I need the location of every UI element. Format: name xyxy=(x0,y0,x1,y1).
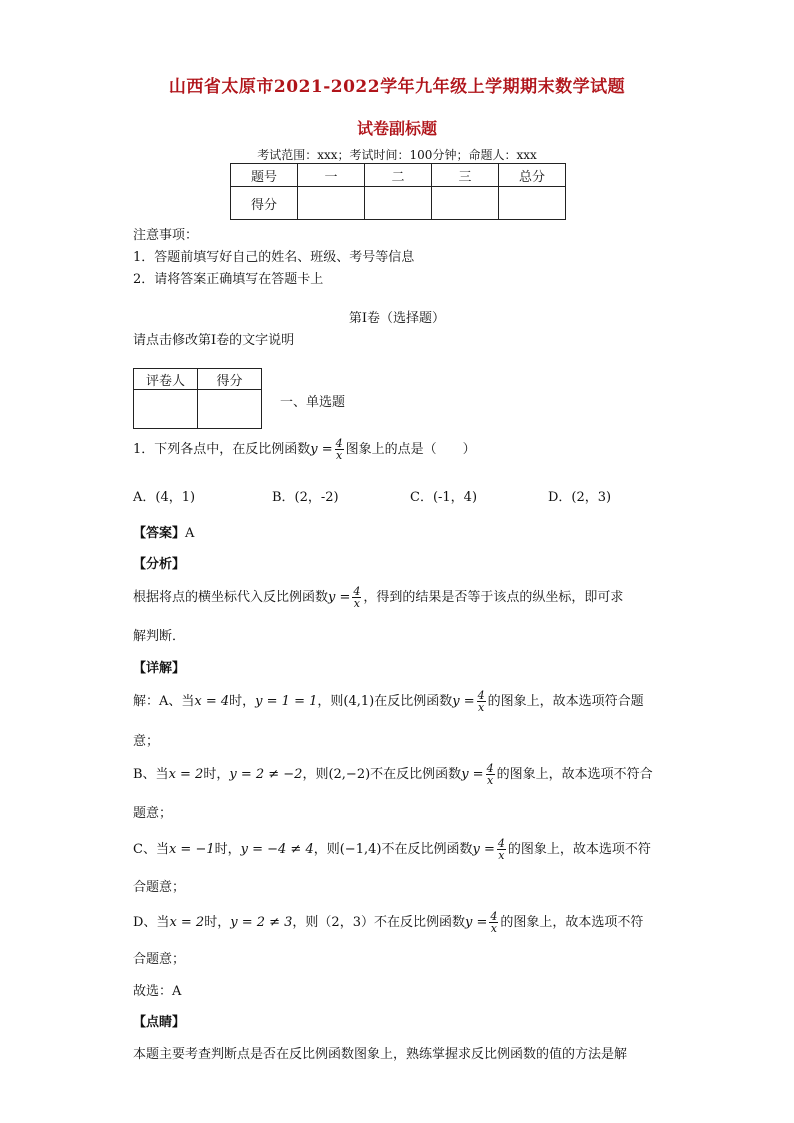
fraction-denominator: x xyxy=(353,597,360,610)
part1-heading: 第I卷（选择题） xyxy=(348,311,446,326)
detail-text: 时， xyxy=(229,694,256,709)
option-d: D．(2，3) xyxy=(548,490,612,505)
score-table-header: 题号 xyxy=(231,164,298,187)
grader-header: 得分 xyxy=(198,369,262,390)
fraction-denominator: x xyxy=(478,701,485,714)
math-expression: (−1,4) xyxy=(339,842,382,857)
detail-line-d xyxy=(133,911,643,934)
formula-lhs: y = xyxy=(461,767,484,782)
detail-text: 题意； xyxy=(133,806,173,821)
detail-line-b xyxy=(133,763,653,786)
fraction-denominator: x xyxy=(490,922,497,935)
detail-text: ，则 xyxy=(317,694,344,709)
option-c: C．(-1，4) xyxy=(410,490,478,505)
detail-label: 【详解】 xyxy=(133,661,186,676)
grader-header: 评卷人 xyxy=(134,369,198,390)
score-cell xyxy=(499,187,566,220)
fraction-numerator: 4 xyxy=(490,910,498,923)
score-table-header-row xyxy=(231,164,566,187)
score-row-label: 得分 xyxy=(231,187,298,220)
math-expression: (2,−2) xyxy=(328,767,371,782)
analysis-label: 【分析】 xyxy=(133,557,186,572)
question-1 xyxy=(133,438,476,461)
detail-text: 不在反比例函数 xyxy=(370,767,462,782)
fraction-denominator: x xyxy=(486,774,494,787)
fraction-numerator: 4 xyxy=(353,585,361,598)
detail-text: 时， xyxy=(214,842,241,857)
score-table-header: 三 xyxy=(432,164,499,187)
grader-table-row xyxy=(134,390,262,429)
math-expression: x = 4 xyxy=(194,694,230,709)
detail-text: 合题意； xyxy=(133,952,186,967)
formula-lhs: y = xyxy=(464,915,488,930)
question-text-pre: 1．下列各点中，在反比例函数 xyxy=(133,442,311,457)
fraction xyxy=(497,838,506,861)
grader-cell xyxy=(134,390,198,429)
formula-lhs: y = xyxy=(472,842,495,857)
detail-text: 在反比例函数 xyxy=(374,694,453,709)
detail-text: 解：A、当 xyxy=(133,694,195,709)
comment-label: 【点睛】 xyxy=(133,1015,186,1030)
detail-text: 的图象上，故本选项符合题 xyxy=(487,694,644,709)
fraction xyxy=(489,911,498,934)
formula-lhs: y = xyxy=(328,590,351,605)
detail-text: ，则 xyxy=(302,767,329,782)
detail-text: ，则（2，3）不在反比例函数 xyxy=(292,915,465,930)
detail-text: 的图象上，故本选项不符合 xyxy=(496,767,653,782)
math-expression: x = 2 xyxy=(169,915,205,930)
detail-text: D、当 xyxy=(133,915,170,930)
math-expression: y = 2 ≠ −2 xyxy=(229,767,303,782)
page-title: 山西省太原市2021-2022学年九年级上学期期末数学试题 xyxy=(168,77,626,97)
detail-text: 时， xyxy=(204,915,231,930)
formula-lhs: y = xyxy=(310,442,333,457)
detail-text: 意； xyxy=(133,734,160,749)
notes-item: 2．请将答案正确填写在答题卡上 xyxy=(133,272,324,287)
math-expression: (4,1) xyxy=(343,694,375,709)
answer-label: 【答案】 xyxy=(133,526,186,541)
conclusion: 故选：A xyxy=(133,984,182,999)
detail-text: ，则 xyxy=(313,842,340,857)
math-expression: y = 1 = 1 xyxy=(255,694,318,709)
option-a: A．(4，1) xyxy=(133,490,196,505)
answer-value: A xyxy=(185,526,195,541)
part1-description: 请点击修改第I卷的文字说明 xyxy=(133,333,295,348)
notes-heading: 注意事项： xyxy=(133,228,199,243)
answer-line xyxy=(133,522,194,541)
detail-text: 的图象上，故本选项不符 xyxy=(507,842,651,857)
analysis-text: ，得到的结果是否等于该点的纵坐标，即可求 xyxy=(363,590,624,605)
fraction-denominator: x xyxy=(498,849,505,862)
exam-info: 考试范围：xxx；考试时间：100分钟；命题人：xxx xyxy=(257,148,537,162)
option-b: B．(2，-2) xyxy=(272,490,339,505)
analysis-line: 解判断． xyxy=(133,629,186,644)
question-text-post: 图象上的点是（ ） xyxy=(345,442,476,457)
score-table-header: 一 xyxy=(298,164,365,187)
analysis-line xyxy=(133,586,623,609)
score-cell xyxy=(432,187,499,220)
comment-text: 本题主要考查判断点是否在反比例函数图象上，熟练掌握求反比例函数的值的方法是解 xyxy=(133,1047,628,1062)
fraction xyxy=(352,586,361,609)
detail-text: 不在反比例函数 xyxy=(381,842,473,857)
grader-table-header-row xyxy=(134,369,262,390)
detail-text: 的图象上，故本选项不符 xyxy=(500,915,644,930)
fraction-denominator: x xyxy=(336,449,343,462)
detail-text: C、当 xyxy=(133,842,169,857)
fraction xyxy=(477,690,486,713)
analysis-text: 根据将点的横坐标代入反比例函数 xyxy=(133,590,329,605)
score-table-header: 总分 xyxy=(499,164,566,187)
detail-line-a xyxy=(133,690,644,713)
detail-text: B、当 xyxy=(133,767,169,782)
detail-line-c xyxy=(133,838,651,861)
page-subtitle: 试卷副标题 xyxy=(356,119,437,138)
score-cell xyxy=(298,187,365,220)
detail-text: 合题意； xyxy=(133,880,186,895)
formula-lhs: y = xyxy=(452,694,475,709)
fraction-numerator: 4 xyxy=(335,437,343,450)
score-table-row xyxy=(231,187,566,220)
fraction-numerator: 4 xyxy=(477,689,485,702)
math-expression: x = −1 xyxy=(168,842,215,857)
notes-item: 1．答题前填写好自己的姓名、班级、考号等信息 xyxy=(133,250,415,265)
score-table-header: 二 xyxy=(365,164,432,187)
score-cell xyxy=(365,187,432,220)
detail-text: 时， xyxy=(203,767,230,782)
section-heading: 一、单选题 xyxy=(280,395,346,410)
math-expression: y = −4 ≠ 4 xyxy=(240,842,314,857)
fraction-numerator: 4 xyxy=(486,762,494,775)
math-expression: y = 2 ≠ 3 xyxy=(230,915,293,930)
fraction-numerator: 4 xyxy=(497,837,505,850)
grader-table xyxy=(133,368,262,429)
score-table xyxy=(230,163,566,220)
math-expression: x = 2 xyxy=(168,767,204,782)
fraction xyxy=(486,763,495,786)
grader-cell xyxy=(198,390,262,429)
fraction xyxy=(335,438,344,461)
